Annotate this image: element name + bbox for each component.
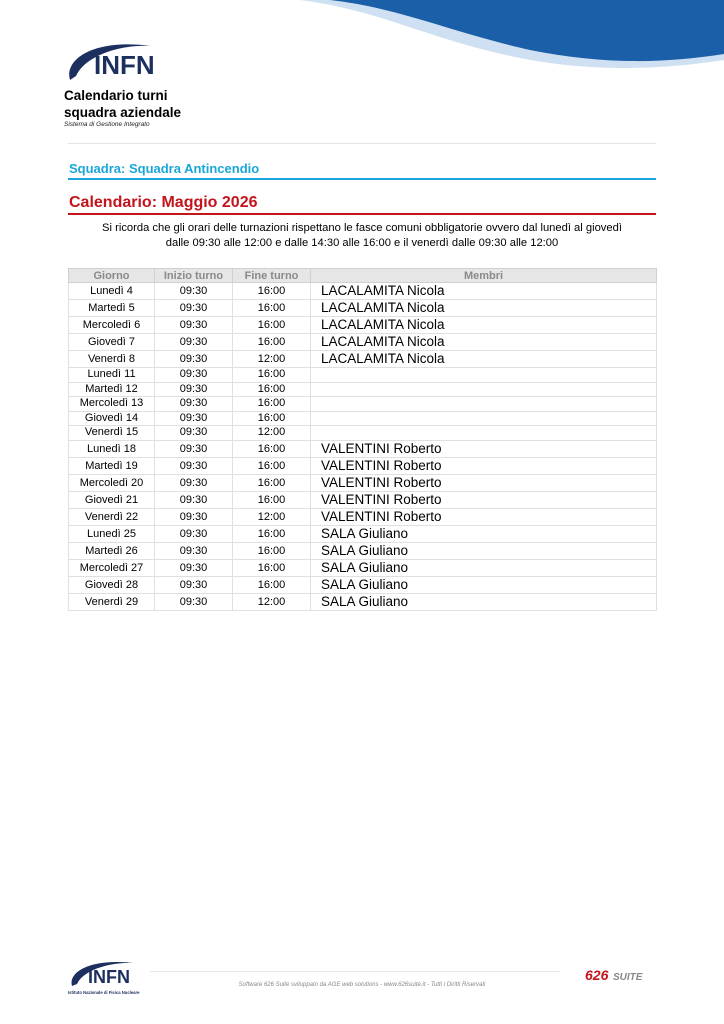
title-line-1: Calendario turni (64, 88, 168, 103)
cell-inizio-turno: 09:30 (155, 317, 233, 334)
cell-fine-turno: 16:00 (233, 525, 311, 542)
table-row (69, 382, 657, 397)
calendar-heading: Calendario: Maggio 2026 (69, 194, 258, 211)
column-header-fine: Fine turno (233, 269, 311, 283)
cell-giorno: Mercoledì 13 (69, 397, 155, 412)
table-row (69, 542, 657, 559)
table-row (69, 559, 657, 576)
column-header-membri: Membri (311, 269, 657, 283)
cell-giorno: Lunedì 25 (69, 525, 155, 542)
cell-fine-turno: 12:00 (233, 351, 311, 368)
cell-inizio-turno: 09:30 (155, 491, 233, 508)
cell-membri (311, 382, 657, 397)
cell-membri (311, 411, 657, 426)
cell-giorno: Martedì 26 (69, 542, 155, 559)
cell-fine-turno: 16:00 (233, 440, 311, 457)
table-row (69, 576, 657, 593)
cell-fine-turno: 16:00 (233, 283, 311, 300)
cell-membri: LACALAMITA Nicola (311, 351, 657, 368)
footer-logo-text: INFN (88, 967, 130, 987)
cell-membri: VALENTINI Roberto (311, 474, 657, 491)
suite-word: SUITE (613, 972, 643, 983)
table-row (69, 508, 657, 525)
cell-membri: VALENTINI Roberto (311, 491, 657, 508)
cell-inizio-turno: 09:30 (155, 334, 233, 351)
cell-fine-turno: 16:00 (233, 300, 311, 317)
cell-fine-turno: 16:00 (233, 382, 311, 397)
cell-giorno: Venerdì 22 (69, 508, 155, 525)
cell-inizio-turno: 09:30 (155, 508, 233, 525)
cell-fine-turno: 16:00 (233, 368, 311, 383)
cell-fine-turno: 16:00 (233, 474, 311, 491)
cell-inizio-turno: 09:30 (155, 397, 233, 412)
cell-membri (311, 397, 657, 412)
cell-fine-turno: 16:00 (233, 559, 311, 576)
cell-fine-turno: 16:00 (233, 397, 311, 412)
table-row (69, 300, 657, 317)
cell-inizio-turno: 09:30 (155, 576, 233, 593)
table-row (69, 334, 657, 351)
footer-credits: Software 626 Suite sviluppato da AGE web solutions - www.626suite.it - Tutti i Diritti Riservati (238, 982, 486, 988)
cell-giorno: Martedì 5 (69, 300, 155, 317)
table-row (69, 317, 657, 334)
cell-giorno: Mercoledì 27 (69, 559, 155, 576)
cell-inizio-turno: 09:30 (155, 283, 233, 300)
cell-fine-turno: 12:00 (233, 508, 311, 525)
column-header-inizio: Inizio turno (155, 269, 233, 283)
cell-giorno: Venerdì 8 (69, 351, 155, 368)
cell-membri: SALA Giuliano (311, 576, 657, 593)
note-line-1: Si ricorda che gli orari delle turnazioni rispettano le fasce comuni obbligatorie ovvero dal lunedì al giovedì (102, 222, 622, 234)
cell-inizio-turno: 09:30 (155, 457, 233, 474)
logo-text: INFN (94, 50, 155, 80)
cell-giorno: Martedì 19 (69, 457, 155, 474)
cell-membri: SALA Giuliano (311, 593, 657, 610)
calendar-underline (68, 213, 656, 215)
cell-inizio-turno: 09:30 (155, 426, 233, 441)
footer-logo-caption: Istituto Nazionale di Fisica Nucleare (68, 990, 140, 995)
cell-fine-turno: 16:00 (233, 491, 311, 508)
cell-membri: LACALAMITA Nicola (311, 317, 657, 334)
table-row (69, 474, 657, 491)
title-line-2: squadra aziendale (64, 105, 182, 120)
cell-inizio-turno: 09:30 (155, 300, 233, 317)
note-line-2: dalle 09:30 alle 12:00 e dalle 14:30 alle 16:00 e il venerdì dalle 09:30 alle 12:00 (165, 237, 559, 249)
cell-membri: VALENTINI Roberto (311, 457, 657, 474)
column-header-giorno: Giorno (69, 269, 155, 283)
cell-fine-turno: 16:00 (233, 457, 311, 474)
suite-number: 626 (585, 967, 609, 983)
cell-inizio-turno: 09:30 (155, 440, 233, 457)
cell-giorno: Mercoledì 20 (69, 474, 155, 491)
table-row (69, 440, 657, 457)
cell-membri: SALA Giuliano (311, 559, 657, 576)
footer-infn-logo (68, 956, 158, 996)
cell-membri: VALENTINI Roberto (311, 508, 657, 525)
cell-giorno: Giovedì 21 (69, 491, 155, 508)
cell-membri: SALA Giuliano (311, 542, 657, 559)
cell-inizio-turno: 09:30 (155, 542, 233, 559)
cell-inizio-turno: 09:30 (155, 351, 233, 368)
table-row (69, 368, 657, 383)
table-row (69, 525, 657, 542)
cell-inizio-turno: 09:30 (155, 559, 233, 576)
cell-membri (311, 368, 657, 383)
cell-fine-turno: 16:00 (233, 576, 311, 593)
footer-divider (150, 971, 560, 972)
cell-fine-turno: 12:00 (233, 426, 311, 441)
cell-giorno: Lunedì 18 (69, 440, 155, 457)
table-row (69, 397, 657, 412)
cell-fine-turno: 16:00 (233, 411, 311, 426)
cell-giorno: Giovedì 28 (69, 576, 155, 593)
cell-inizio-turno: 09:30 (155, 593, 233, 610)
cell-inizio-turno: 09:30 (155, 368, 233, 383)
infn-logo (64, 36, 164, 88)
626-suite-logo (585, 966, 655, 984)
cell-membri (311, 426, 657, 441)
cell-giorno: Lunedì 4 (69, 283, 155, 300)
document-title (64, 87, 181, 121)
cell-membri: VALENTINI Roberto (311, 440, 657, 457)
cell-membri: LACALAMITA Nicola (311, 283, 657, 300)
cell-giorno: Lunedì 11 (69, 368, 155, 383)
cell-membri: LACALAMITA Nicola (311, 334, 657, 351)
table-row (69, 426, 657, 441)
table-row (69, 491, 657, 508)
table-row (69, 457, 657, 474)
document-subtitle: Sistema di Gestione Integrato (64, 121, 150, 128)
cell-fine-turno: 16:00 (233, 334, 311, 351)
cell-giorno: Giovedì 7 (69, 334, 155, 351)
cell-fine-turno: 12:00 (233, 593, 311, 610)
table-row (69, 283, 657, 300)
cell-inizio-turno: 09:30 (155, 382, 233, 397)
cell-giorno: Giovedì 14 (69, 411, 155, 426)
cell-membri: LACALAMITA Nicola (311, 300, 657, 317)
squad-heading: Squadra: Squadra Antincendio (69, 161, 260, 176)
table-row (69, 593, 657, 610)
header-divider (68, 143, 656, 144)
cell-inizio-turno: 09:30 (155, 525, 233, 542)
cell-giorno: Mercoledì 6 (69, 317, 155, 334)
table-row (69, 351, 657, 368)
schedule-note (68, 221, 656, 251)
cell-inizio-turno: 09:30 (155, 411, 233, 426)
cell-fine-turno: 16:00 (233, 542, 311, 559)
cell-giorno: Martedì 12 (69, 382, 155, 397)
cell-membri: SALA Giuliano (311, 525, 657, 542)
cell-giorno: Venerdì 29 (69, 593, 155, 610)
table-header-row (69, 269, 657, 283)
cell-giorno: Venerdì 15 (69, 426, 155, 441)
shift-table (68, 268, 657, 611)
table-row (69, 411, 657, 426)
cell-inizio-turno: 09:30 (155, 474, 233, 491)
cell-fine-turno: 16:00 (233, 317, 311, 334)
squad-underline (68, 178, 656, 180)
